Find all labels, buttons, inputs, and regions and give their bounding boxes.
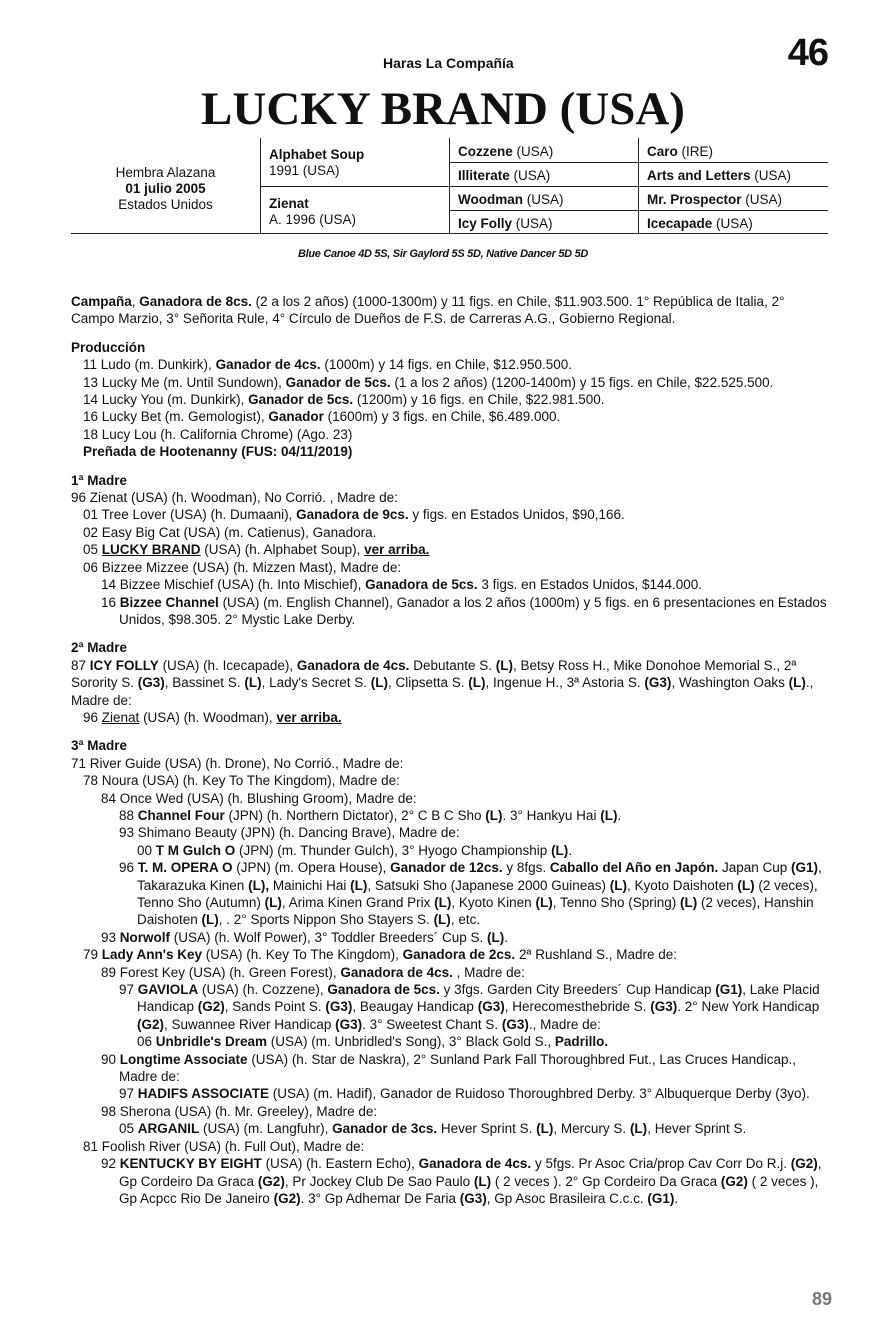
horse-title: LUCKY BRAND (USA) — [201, 83, 685, 135]
great-grandparent: Arts and Letters (USA) — [647, 168, 792, 183]
catalogue-line: 88 Channel Four (JPN) (h. Northern Dictator), 2° C B C Sho (L). 3° Hankyu Hai (L). — [119, 807, 622, 823]
catalogue-line: 87 ICY FOLLY (USA) (h. Icecapade), Ganadora de 4cs. Debutante S. (L), Betsy Ross H., Mike Donohoe Memorial S., 2ª Sorority S. (G3), Bassinet S. (L), Lady's Secret S. (L), Clipsetta S. (L), Ingenue H., 3ª Astoria S. (G3), Washington Oaks (L)., Madre de: — [71, 657, 814, 708]
farm-name: Haras La Compañía — [383, 55, 514, 71]
pedigree-divider — [260, 138, 261, 234]
section-gap — [71, 628, 831, 639]
catalogue-line: 14 Lucky You (m. Dunkirk), Ganador de 5cs. (1200m) y 16 figs. en Chile, $22.981.500. — [83, 392, 605, 408]
catalogue-line: 00 T M Gulch O (JPN) (m. Thunder Gulch), 3° Hyogo Championship (L). — [137, 842, 573, 858]
catalogue-line: 90 Longtime Associate (USA) (h. Star de Naskra), 2° Sunland Park Fall Thoroughbred Fut., Las Cruces Handicap., Madre de: — [101, 1051, 796, 1085]
grandparent: Cozzene (USA) — [458, 144, 554, 159]
catalogue-line: Producción — [71, 339, 146, 355]
catalogue-line: 84 Once Wed (USA) (h. Blushing Groom), Madre de: — [101, 790, 417, 806]
pedigree-rule — [260, 186, 828, 187]
catalogue-line: 2ª Madre — [71, 640, 128, 656]
catalogue-line: 05 LUCKY BRAND (USA) (h. Alphabet Soup), ver arriba. — [83, 542, 430, 558]
horse-birthdate: 01 julio 2005 — [125, 181, 206, 196]
catalogue-line: 11 Ludo (m. Dunkirk), Ganador de 4cs. (1000m) y 14 figs. en Chile, $12.950.500. — [83, 357, 573, 373]
catalogue-line: 93 Shimano Beauty (JPN) (h. Dancing Brave), Madre de: — [119, 825, 460, 841]
catalogue-line: 06 Unbridle's Dream (USA) (m. Unbridled's Song), 3° Black Gold S., Padrillo. — [137, 1034, 609, 1050]
section-gap — [71, 461, 831, 472]
catalogue-line: 97 GAVIOLA (USA) (h. Cozzene), Ganadora de 5cs. y 3fgs. Garden City Breeders´ Cup Handicap (G1), Lake Placid Handicap (G2), Sands Point S. (G3), Beaugay Handicap (G3), Herecomesthebride S. (G3). 2° New York Handicap (G2), Suwannee River Handicap (G3). 3° Sweetest Chant S. (G3)., Madre de: — [119, 982, 820, 1032]
great-grandparent: Icecapade (USA) — [647, 216, 753, 231]
sire-name: Alphabet Soup — [269, 147, 365, 162]
catalogue-line: 06 Bizzee Mizzee (USA) (h. Mizzen Mast), Madre de: — [83, 559, 402, 575]
catalogue-line: 79 Lady Ann's Key (USA) (h. Key To The Kingdom), Ganadora de 2cs. 2ª Rushland S., Madre de: — [83, 947, 678, 963]
grandparent: Icy Folly (USA) — [458, 216, 553, 231]
catalogue-line: 96 Zienat (USA) (h. Woodman), ver arriba. — [83, 709, 342, 725]
horse-sex-color: Hembra Alazana — [115, 165, 216, 180]
catalogue-line: 18 Lucy Lou (h. California Chrome) (Ago. 23) — [83, 426, 353, 442]
catalogue-line: 89 Forest Key (USA) (h. Green Forest), Ganadora de 4cs. , Madre de: — [101, 964, 525, 980]
catalogue-line: 81 Foolish River (USA) (h. Full Out), Madre de: — [83, 1138, 365, 1154]
catalogue-line: 96 T. M. OPERA O (JPN) (m. Opera House), Ganador de 12cs. y 8fgs. Caballo del Año en Japón. Japan Cup (G1), Takarazuka Kinen (L), Mainichi Hai (L), Satsuki Sho (Japanese 2000 Guineas) (L), Kyoto Daishoten (L) (2 veces), Tenno Sho (Autumn) (L), Arima Kinen Grand Prix (L), Kyoto Kinen (L), Tenno Sho (Spring) (L) (2 veces), Hanshin Daishoten (L), . 2° Sports Nippon Sho Stayers S. (L), etc. — [119, 860, 822, 928]
catalogue-line: 1ª Madre — [71, 472, 128, 488]
dam — [269, 196, 356, 228]
inbreeding-note: Blue Canoe 4D 5S, Sir Gaylord 5S 5D, Native Dancer 5D 5D — [297, 248, 589, 260]
catalogue-line: 93 Norwolf (USA) (h. Wolf Power), 3° Toddler Breeders´ Cup S. (L). — [101, 929, 509, 945]
lot-number: 46 — [787, 32, 828, 74]
catalogue-line: 02 Easy Big Cat (USA) (m. Catienus), Ganadora. — [83, 524, 377, 540]
dam-name: Zienat — [269, 196, 309, 211]
horse-birth-country: Estados Unidos — [118, 197, 213, 212]
catalogue-line: Campaña, Ganadora de 8cs. (2 a los 2 años) (1000-1300m) y 11 figs. en Chile, $11.903.500. 1° República de Italia, 2° Campo Marzio, 3° Señorita Rule, 4° Círculo de Dueños de F.S. de Carreras A.G., Gobierno Regional. — [71, 294, 785, 327]
page-number: 89 — [811, 1289, 832, 1309]
section-gap — [71, 328, 831, 339]
catalogue-body — [71, 293, 831, 1207]
catalogue-line: Preñada de Hootenanny (FUS: 04/11/2019) — [83, 444, 353, 460]
pedigree-divider — [449, 138, 450, 234]
catalogue-line: 71 River Guide (USA) (h. Drone), No Corrió., Madre de: — [71, 755, 404, 771]
catalogue-line: 05 ARGANIL (USA) (m. Langfuhr), Ganador de 3cs. Hever Sprint S. (L), Mercury S. (L), Hever Sprint S. — [119, 1121, 747, 1137]
catalogue-line: 78 Noura (USA) (h. Key To The Kingdom), Madre de: — [83, 773, 400, 789]
grandparent: Woodman (USA) — [458, 192, 564, 207]
catalogue-line: 16 Bizzee Channel (USA) (m. English Channel), Ganador a los 2 años (1000m) y 5 figs. en 6 presentaciones en Estados Unidos, $98.305. 2° Mystic Lake Derby. — [101, 594, 827, 627]
great-grandparent: Mr. Prospector (USA) — [647, 192, 783, 207]
catalogue-line: 3ª Madre — [71, 738, 128, 754]
horse-description — [71, 165, 260, 213]
catalogue-line: 97 HADIFS ASSOCIATE (USA) (m. Hadif), Ganador de Ruidoso Thoroughbred Derby. 3° Albuquerque Derby (3yo). — [119, 1086, 810, 1102]
grandparent: Illiterate (USA) — [458, 168, 551, 183]
catalogue-line: 96 Zienat (USA) (h. Woodman), No Corrió. , Madre de: — [71, 490, 398, 506]
dam-detail: A. 1996 (USA) — [269, 212, 357, 227]
pedigree-table — [71, 138, 828, 234]
sire — [269, 147, 364, 179]
catalogue-line: 14 Bizzee Mischief (USA) (h. Into Mischief), Ganadora de 5cs. 3 figs. en Estados Unidos, $144.000. — [101, 577, 703, 593]
catalogue-line: 13 Lucky Me (m. Until Sundown), Ganador de 5cs. (1 a los 2 años) (1200-1400m) y 15 figs. en Chile, $22.525.500. — [83, 374, 774, 390]
great-grandparent: Caro (IRE) — [647, 144, 714, 159]
catalogue-line: 16 Lucky Bet (m. Gemologist), Ganador (1600m) y 3 figs. en Chile, $6.489.000. — [83, 409, 561, 425]
pedigree-divider — [638, 138, 639, 234]
sire-detail: 1991 (USA) — [269, 163, 340, 178]
catalogue-line: 98 Sherona (USA) (h. Mr. Greeley), Madre de: — [101, 1103, 378, 1119]
catalogue-line: 92 KENTUCKY BY EIGHT (USA) (h. Eastern Echo), Ganadora de 4cs. y 5fgs. Pr Asoc Cria/prop Cav Corr Do R.j. (G2), Gp Cordeiro Da Graca (G2), Pr Jockey Club De Sao Paulo (L) ( 2 veces ). 2° Gp Cordeiro Da Graca (G2) ( 2 veces ), Gp Acpcc Rio De Janeiro (G2). 3° Gp Adhemar De Faria (G3), Gp Asoc Brasileira C.c.c. (G1). — [101, 1156, 822, 1206]
catalogue-line: 01 Tree Lover (USA) (h. Dumaani), Ganadora de 9cs. y figs. en Estados Unidos, $90,166. — [83, 507, 625, 523]
section-gap — [71, 726, 831, 737]
